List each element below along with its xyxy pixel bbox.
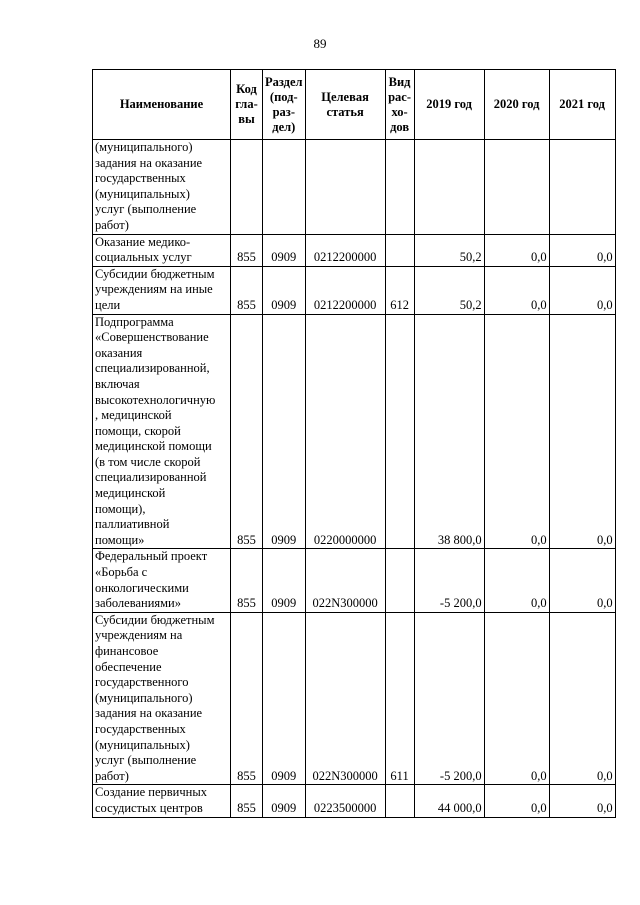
cell-chapter-code: 855: [231, 266, 263, 314]
cell-name: Создание первичных сосудистых центров: [93, 785, 231, 817]
cell-expense-type: [385, 314, 414, 549]
header-2020: 2020 год: [484, 70, 549, 140]
cell-2020: 0,0: [484, 234, 549, 266]
cell-2019: 50,2: [414, 266, 484, 314]
cell-chapter-code: 855: [231, 234, 263, 266]
cell-target-article: 022N300000: [305, 612, 385, 785]
cell-section: 0909: [263, 234, 306, 266]
header-row: [93, 70, 616, 140]
table-row: [93, 140, 616, 235]
cell-section: 0909: [263, 785, 306, 817]
cell-chapter-code: [231, 140, 263, 235]
cell-chapter-code: 855: [231, 785, 263, 817]
header-expense-type: Вид рас- хо- дов: [385, 70, 414, 140]
header-2019: 2019 год: [414, 70, 484, 140]
cell-name: Федеральный проект «Борьба с онкологическими заболеваниями»: [93, 549, 231, 612]
cell-chapter-code: 855: [231, 549, 263, 612]
cell-2020: [484, 140, 549, 235]
cell-2021: [549, 140, 615, 235]
cell-name: Оказание медико- социальных услуг: [93, 234, 231, 266]
table-row: [93, 314, 616, 549]
cell-section: 0909: [263, 612, 306, 785]
cell-section: 0909: [263, 314, 306, 549]
cell-expense-type: [385, 549, 414, 612]
table-row: [93, 234, 616, 266]
cell-2021: 0,0: [549, 314, 615, 549]
cell-target-article: 0220000000: [305, 314, 385, 549]
header-2021: 2021 год: [549, 70, 615, 140]
cell-section: 0909: [263, 266, 306, 314]
cell-expense-type: [385, 234, 414, 266]
cell-2019: 44 000,0: [414, 785, 484, 817]
cell-2020: 0,0: [484, 549, 549, 612]
header-chapter-code: Код гла- вы: [231, 70, 263, 140]
cell-expense-type: [385, 785, 414, 817]
cell-2021: 0,0: [549, 612, 615, 785]
cell-expense-type: 611: [385, 612, 414, 785]
cell-expense-type: [385, 140, 414, 235]
page-number: 89: [313, 36, 327, 51]
cell-2020: 0,0: [484, 266, 549, 314]
cell-name: Подпрограмма «Совершенствование оказания специализированной, включая высокотехнологичную , медицинской помощи, скорой медицинской помощи (в том числе скорой специализированной медицинской помощи), паллиативной помощи»: [93, 314, 231, 549]
cell-2019: 50,2: [414, 234, 484, 266]
table-row: [93, 785, 616, 817]
cell-2019: -5 200,0: [414, 612, 484, 785]
cell-target-article: 0212200000: [305, 234, 385, 266]
cell-2020: 0,0: [484, 612, 549, 785]
cell-2021: 0,0: [549, 266, 615, 314]
cell-target-article: [305, 140, 385, 235]
cell-2019: [414, 140, 484, 235]
header-name: Наименование: [93, 70, 231, 140]
cell-name: (муниципального) задания на оказание государственных (муниципальных) услуг (выполнение работ): [93, 140, 231, 235]
cell-2019: 38 800,0: [414, 314, 484, 549]
cell-2020: 0,0: [484, 314, 549, 549]
cell-section: [263, 140, 306, 235]
table-row: [93, 549, 616, 612]
cell-2020: 0,0: [484, 785, 549, 817]
cell-chapter-code: 855: [231, 612, 263, 785]
cell-2021: 0,0: [549, 234, 615, 266]
cell-target-article: 0212200000: [305, 266, 385, 314]
cell-name: Субсидии бюджетным учреждениям на финансовое обеспечение государственного (муниципального) задания на оказание государственных (муниципальных) услуг (выполнение работ): [93, 612, 231, 785]
table-row: [93, 612, 616, 785]
cell-2019: -5 200,0: [414, 549, 484, 612]
budget-table: [92, 69, 616, 818]
cell-expense-type: 612: [385, 266, 414, 314]
cell-target-article: 022N300000: [305, 549, 385, 612]
cell-2021: 0,0: [549, 785, 615, 817]
cell-2021: 0,0: [549, 549, 615, 612]
cell-target-article: 0223500000: [305, 785, 385, 817]
table-row: [93, 266, 616, 314]
header-target-article: Целевая статья: [305, 70, 385, 140]
header-section: Раздел (под- раз- дел): [263, 70, 306, 140]
cell-name: Субсидии бюджетным учреждениям на иные цели: [93, 266, 231, 314]
cell-chapter-code: 855: [231, 314, 263, 549]
cell-section: 0909: [263, 549, 306, 612]
